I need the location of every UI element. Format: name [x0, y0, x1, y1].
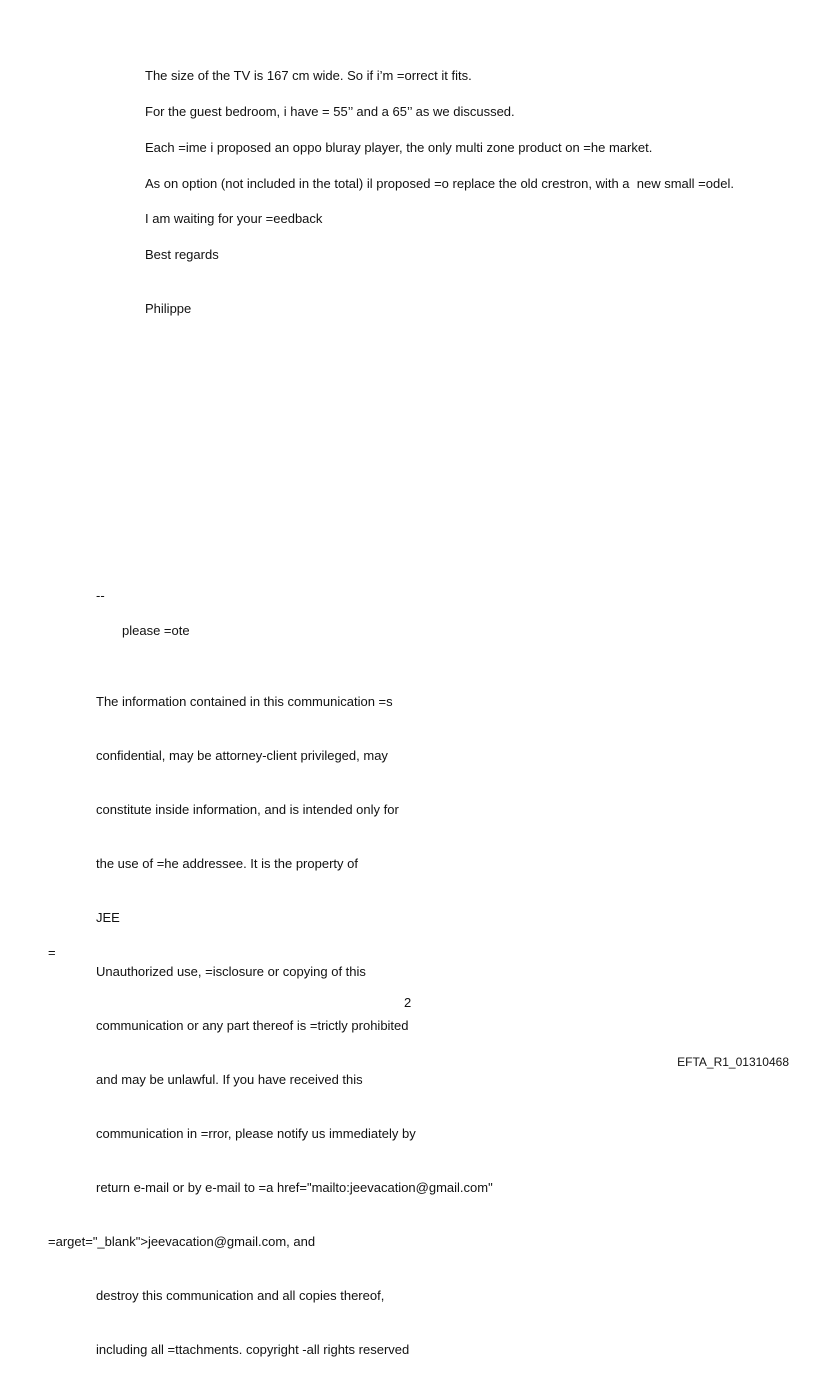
document-id: EFTA_R1_01310468: [677, 1055, 789, 1069]
trailing-equals: =: [48, 945, 56, 960]
page-number: 2: [404, 995, 412, 1010]
disclaimer-line: JEE: [96, 910, 120, 925]
message-line: Each =ime i proposed an oppo bluray player, the only multi zone product on =he market.: [145, 140, 653, 155]
disclaimer-line: the use of =he addressee. It is the property of: [96, 856, 358, 871]
disclaimer-line: The information contained in this communication =s: [96, 694, 393, 709]
closing: Best regards: [145, 247, 219, 262]
signature: Philippe: [145, 301, 192, 316]
message-line: I am waiting for your =eedback: [145, 211, 323, 226]
separator: --: [96, 588, 105, 603]
disclaimer: [48, 657, 493, 1395]
message-line: The size of the TV is 167 cm wide. So if i’m =orrect it fits.: [145, 68, 472, 83]
note-heading: please =ote: [122, 623, 190, 638]
disclaimer-line: communication or any part thereof is =trictly prohibited: [96, 1018, 409, 1033]
disclaimer-line: Unauthorized use, =isclosure or copying of this: [96, 964, 366, 979]
disclaimer-line: including all =ttachments. copyright -all rights reserved: [96, 1342, 410, 1357]
disclaimer-line: return e-mail or by e-mail to =a href="mailto:jeevacation@gmail.com": [96, 1180, 493, 1195]
disclaimer-line: constitute inside information, and is intended only for: [96, 802, 399, 817]
message-line: For the guest bedroom, i have = 55’’ and a 65’’ as we discussed.: [145, 104, 515, 119]
disclaimer-line: confidential, may be attorney-client privileged, may: [96, 748, 388, 763]
message-line: As on option (not included in the total) il proposed =o replace the old crestron, with a new small =odel.: [145, 176, 734, 191]
disclaimer-line: and may be unlawful. If you have received this: [96, 1072, 363, 1087]
disclaimer-line: destroy this communication and all copies thereof,: [96, 1288, 385, 1303]
disclaimer-line: communication in =rror, please notify us immediately by: [96, 1126, 416, 1141]
disclaimer-line: =arget="_blank">jeevacation@gmail.com, and: [48, 1234, 316, 1249]
